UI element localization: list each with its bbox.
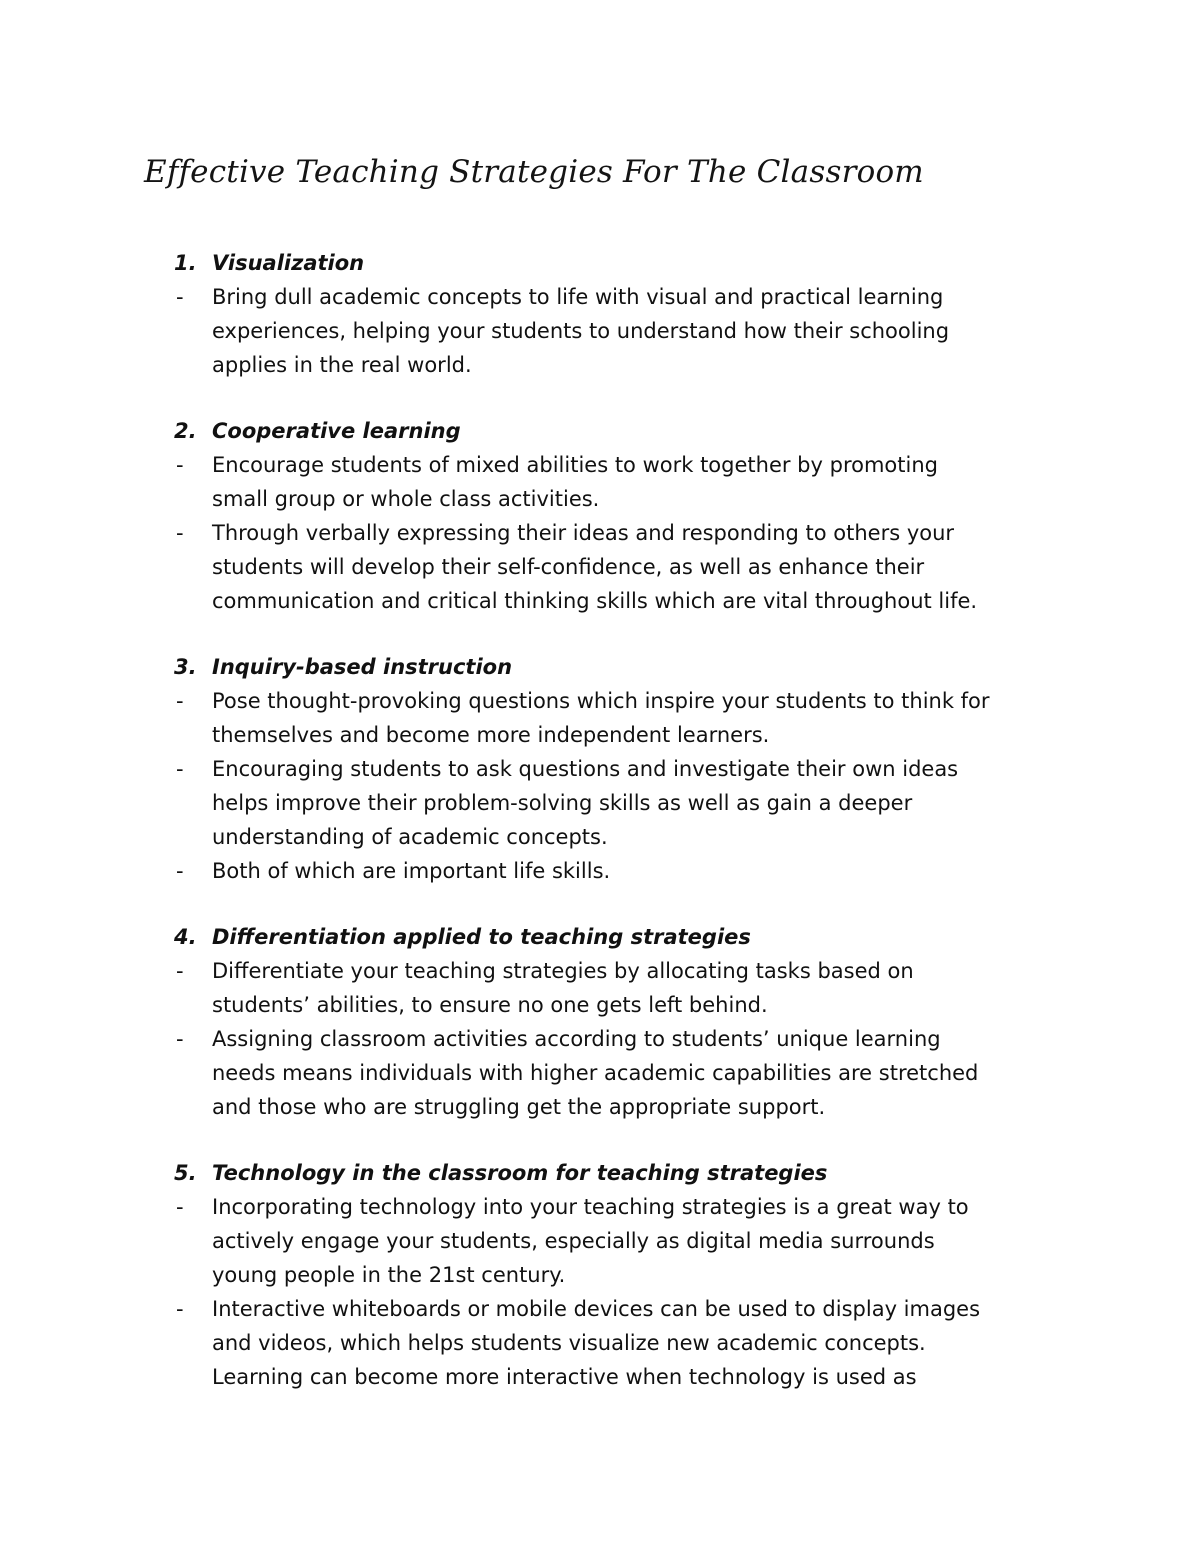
bullet-line: Learning can become more interactive when technology is used as: [212, 1365, 917, 1389]
bullet-line: Pose thought-provoking questions which inspire your students to think for: [212, 689, 990, 713]
section-visualization: [174, 246, 1074, 382]
section-number: 3.: [174, 655, 197, 679]
bullet-item: [174, 448, 1072, 516]
section-title: Differentiation applied to teaching strategies: [212, 925, 751, 949]
section-number: 4.: [174, 925, 197, 949]
bullet-line: small group or whole class activities.: [212, 487, 600, 511]
bullet-line: and those who are struggling get the appropriate support.: [212, 1095, 826, 1119]
bullet-line: Encourage students of mixed abilities to work together by promoting: [212, 453, 938, 477]
bullet-dash: -: [176, 453, 184, 477]
bullet-line: actively engage your students, especially as digital media surrounds: [212, 1229, 935, 1253]
bullet-item: [174, 752, 1072, 854]
bullet-dash: -: [176, 1297, 184, 1321]
bullet-dash: -: [176, 521, 184, 545]
section-heading: [174, 650, 1074, 684]
section-heading: [174, 414, 1074, 448]
bullet-line: and videos, which helps students visualize new academic concepts.: [212, 1331, 926, 1355]
section-title: Inquiry-based instruction: [212, 655, 513, 679]
section-cooperative-learning: [174, 414, 1074, 618]
bullet-line: themselves and become more independent learners.: [212, 723, 770, 747]
bullet-line: Differentiate your teaching strategies by allocating tasks based on: [212, 959, 914, 983]
section-heading: [174, 920, 1074, 954]
bullet-dash: -: [176, 1195, 184, 1219]
bullet-item: [174, 1022, 1072, 1124]
section-title: Visualization: [212, 251, 365, 275]
bullet-line: applies in the real world.: [212, 353, 472, 377]
bullet-line: experiences, helping your students to understand how their schooling: [212, 319, 950, 343]
bullet-dash: -: [176, 1027, 184, 1051]
bullet-item: [174, 1190, 1072, 1292]
bullet-item: [174, 954, 1072, 1022]
section-number: 1.: [174, 251, 197, 275]
bullet-dash: -: [176, 959, 184, 983]
bullet-line: Both of which are important life skills.: [212, 859, 611, 883]
section-number: 2.: [174, 419, 197, 443]
bullet-item: [174, 854, 1072, 888]
bullet-line: Through verbally expressing their ideas and responding to others your: [212, 521, 955, 545]
bullet-item: [174, 684, 1072, 752]
bullet-dash: -: [176, 689, 184, 713]
bullet-line: Incorporating technology into your teaching strategies is a great way to: [212, 1195, 969, 1219]
bullet-line: Bring dull academic concepts to life with visual and practical learning: [212, 285, 944, 309]
section-inquiry-based-instruction: [174, 650, 1074, 888]
bullet-line: helps improve their problem-solving skills as well as gain a deeper: [212, 791, 913, 815]
bullet-item: [174, 516, 1072, 618]
bullet-line: students’ abilities, to ensure no one gets left behind.: [212, 993, 768, 1017]
section-differentiation: [174, 920, 1074, 1124]
bullet-line: young people in the 21st century.: [212, 1263, 566, 1287]
section-heading: [174, 246, 1074, 280]
section-title: Cooperative learning: [212, 419, 461, 443]
bullet-line: needs means individuals with higher academic capabilities are stretched: [212, 1061, 979, 1085]
bullet-dash: -: [176, 859, 184, 883]
bullet-line: understanding of academic concepts.: [212, 825, 608, 849]
bullet-line: Encouraging students to ask questions and investigate their own ideas: [212, 757, 959, 781]
bullet-item: [174, 280, 1072, 382]
bullet-line: students will develop their self-confidence, as well as enhance their: [212, 555, 925, 579]
bullet-dash: -: [176, 757, 184, 781]
document-title: Effective Teaching Strategies For The Classroom: [144, 154, 924, 190]
section-number: 5.: [174, 1161, 197, 1185]
section-title: Technology in the classroom for teaching strategies: [212, 1161, 828, 1185]
document-body: [174, 246, 1074, 1426]
bullet-line: communication and critical thinking skills which are vital throughout life.: [212, 589, 978, 613]
section-technology: [174, 1156, 1074, 1394]
bullet-line: Assigning classroom activities according to students’ unique learning: [212, 1027, 941, 1051]
section-heading: [174, 1156, 1074, 1190]
bullet-line: Interactive whiteboards or mobile devices can be used to display images: [212, 1297, 981, 1321]
bullet-item: [174, 1292, 1072, 1394]
bullet-dash: -: [176, 285, 184, 309]
